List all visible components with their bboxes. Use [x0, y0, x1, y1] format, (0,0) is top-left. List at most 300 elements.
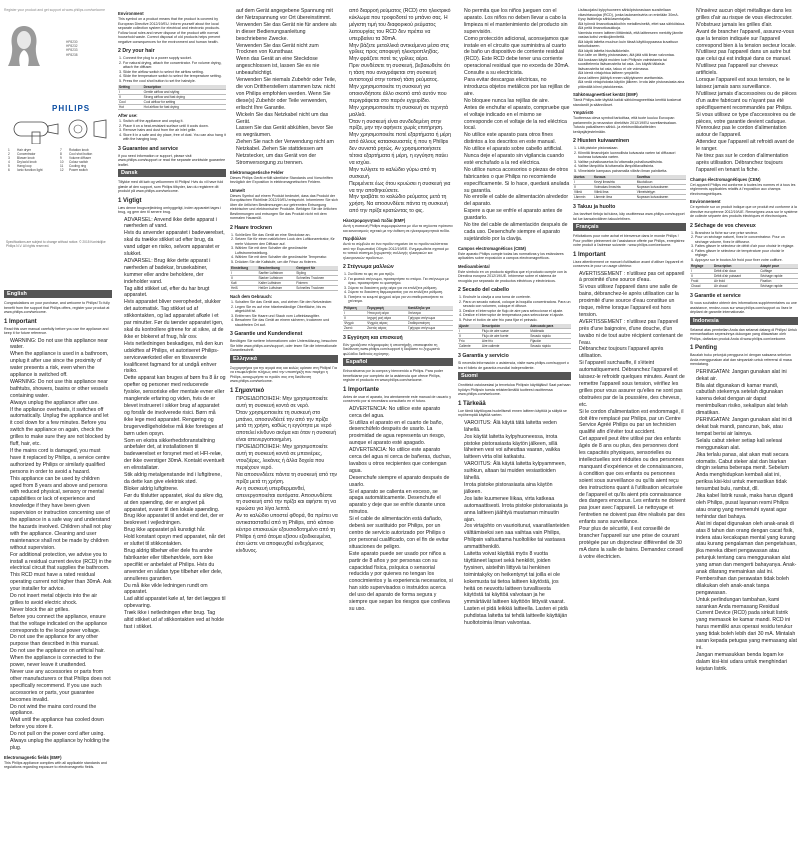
table-row: Hot Hot airflow for fast drying: [118, 105, 226, 110]
list-item: • Μην τυλίγετε το καλώδιο γύρω από τη συσκευή.: [349, 167, 453, 181]
model-number: HP8233: [66, 48, 78, 53]
list-item: • N'utilisez jamais d'accessoires ou de pièces d'un autre fabricant ou n'ayant pas été spécifiquement recommandés par Philips. Si vous utilisez ce type d'accessoires ou de pièces, votre garantie devient caduque.: [696, 91, 798, 126]
section-text: Εάν χρειάζεστε πληροφορίες ή υποστήριξη, επισκεφτείτε τη διεύθυνση www.philips.com/support ή διαβάστε το ξεχωριστό φυλλάδιο διεθνούς εγγύησης.: [343, 342, 440, 356]
section-text: Antes de usar el aparato, lea atentamente este manual de usuario y consérvelo por si necesitara consultarlo en el futuro.: [343, 394, 452, 404]
step-list: [690, 231, 798, 263]
language-header: Suomi: [458, 372, 571, 380]
section-text: Αυτή η συσκευή Philips συμμορφώνεται με όλα τα ισχύοντα πρότυπα και κανονισμούς σχετικά με την έκθεση σε ηλεκτρομαγνητικά πεδία.: [343, 224, 453, 233]
list-item: • Attendez que l'appareil ait refroidi avant de le ranger.: [696, 139, 798, 153]
list-item: • Før du tilslutter apparatet, skal du sikre dig, at den spænding, der er angivet på apparatet, svarer til den lokale spænding.: [124, 493, 226, 514]
list-item: • Nunca deje el aparato sin vigilancia cuando esté enchufado a la red eléctrica.: [464, 153, 571, 167]
list-item: • Lad altid apparatet køle af, før det lægges til opbevaring.: [124, 596, 226, 610]
list-item: • Træk ikke i netledningen efter brug. Tag altid stikket ud af stikkontakten ved at holde fast i stikket.: [124, 610, 226, 631]
intro-text: Onnittelut ostoksestasi ja tervetuloa Philipsin käyttäjäksi! Saat parhaan hyödyn Philipsin tuesta rekisteröimällä tuotteesi osoitteessa www.philips.com/welcome.: [458, 383, 571, 397]
list-item: • Jangan memasukkan benda logam ke dalam kisi-kisi udara untuk menghindari kejutan listrik.: [696, 652, 798, 673]
list-item: • Espere a que se enfríe el aparato antes de guardarlo.: [464, 208, 571, 222]
table-row: Frío Aire frío Fijación: [458, 339, 571, 344]
list-item: • Cet appareil peut être utilisé par des enfants âgés de 8 ans ou plus, des personnes dont les capacités physiques, sensorielles ou intellectuelles sont réduites ou des personnes manquant d'expérience et de connaissances, à condition que ces enfants ou personnes soient sous surveillance ou qu'ils aient reçu des instructions quant à l'utilisation sécurisée de l'appareil et qu'ils aient pris connaissance des dangers encourus. Les enfants ne doivent pas jouer avec l'appareil. Le nettoyage et l'entretien ne doivent pas être réalisés par des enfants sans surveillance.: [579, 436, 686, 526]
settings-table: Réglage Description Adapté pour I Débit d'air doux Coiffage II Débit d'air puissant Séchage rapide Froid Air froid Fixation Chaud Air chaud Séchage rapide: [690, 264, 798, 289]
list-item: 1. Συνδέστε το φις σε μια πρίζα.: [348, 272, 453, 277]
list-item: • Jos virtajohto on vaurioitunut, vaaratilanteiden välttämiseksi sen saa vaihtaa vain Philips, Philipsin valtuuttama huoltoliike tai vastaava ammattihenkilö.: [464, 523, 571, 551]
list-item: • No bloquee nunca las rejillas de aire.: [464, 98, 571, 105]
list-item: • Always unplug the appliance after use.: [10, 400, 112, 407]
list-item: • από διαρροή ρεύματος (RCD) στο ηλεκτρικό κύκλωμα που τροφοδοτεί το μπάνιο σας. Η μέγιστη τιμή του διαφορικού ρεύματος λειτουργίας του RCD δεν πρέπει να υπερβαίνει τα 30mA.: [349, 8, 453, 43]
language-header: Ελληνικά: [230, 355, 338, 363]
list-item: 4. Bewahren Sie das Gerät an einem sicheren, trockenen und staubfreien Ort auf.: [235, 318, 338, 327]
list-item: • PERINGATAN: Jangan gunakan alat ini dekat air.: [696, 369, 798, 383]
list-item: 1. Liitä pistoke pistorasiaan.: [578, 146, 686, 151]
list-item: • Hvis du anvender apparatet i badeværelset, skal du trække stikket ud efter brug, da vand udgør en risiko, selvom apparatet er slukket.: [124, 230, 226, 258]
list-item: • Μην χρησιμοποιείτε τη συσκευή σε τεχνητά μαλλιά.: [349, 105, 453, 119]
list-item: • Do not use the appliance for any other purpose than described in this manual.: [10, 634, 112, 648]
table-row: II Flujo de aire fuerte Secado rápido: [458, 334, 571, 339]
list-item: • Do not pull on the power cord after using. Always unplug the appliance by holding the plug.: [10, 731, 112, 752]
list-item: • Este aparato puede ser usado por niños a partir de 8 años y por personas con su capacidad física, psíquica o sensorial reducida y por quienes no tengan los conocimientos y la experiencia necesarios, si han sido supervisados o instruidos acerca del uso del aparato de forma segura y siempre que sepan los riesgos que conlleva su uso.: [349, 551, 453, 613]
list-item: 2. Kiinnitä ilmanohjain luonnollista kuivausta varten tai diffuusori tuuheaa kuivausta varten.: [578, 151, 686, 160]
list-item: • Verwenden Sie niemals Zubehör oder Teile, die von Drittherstellern stammen bzw. nicht von Philips empfohlen werden. Wenn Sie diese(s) Zubehör oder Teile verwenden, erlischt Ihre Garantie.: [236, 77, 338, 112]
section-title: 3 Garantie et service: [690, 293, 741, 300]
list-item: • When the appliance is connected to the power, never leave it unattended.: [10, 655, 112, 669]
section-title: 3 Takuu ja huolto: [573, 204, 616, 210]
list-item: 1. Branchez la fiche sur une prise secteur.: [695, 231, 798, 236]
list-item: • Lorsque l'appareil est sous tension, ne le laissez jamais sans surveillance.: [696, 77, 798, 91]
section-title: Environnement: [690, 199, 721, 205]
list-item: 1. Connect the plug to a power supply socket.: [123, 56, 226, 61]
list-item: • If the mains cord is damaged, you must have it replaced by Philips, a service centre authorized by Philips or similarly qualified persons in order to avoid a hazard.: [10, 448, 112, 476]
list-item: 4. Deslice el interruptor de temperatura para seleccionar el ajuste.: [463, 313, 571, 318]
warning-list: [458, 8, 571, 243]
list-item: • Si le cordon d'alimentation est endommagé, il doit être remplacé par Philips, par un Centre Service Agréé Philips ou par un technicien qualifié afin d'éviter tout accident.: [579, 409, 686, 437]
list-item: • No permita que los niños jueguen con el aparato. Los niños no deben llevar a cabo la limpieza ni el mantenimiento del producto sin supervisión.: [464, 8, 571, 36]
settings-table: Setting Description I Gentle airflow and styling II Strong airflow and fast drying Cool Cool airflow for setting Hot Hot airflow for fast drying: [118, 85, 226, 110]
section-title: 1 Important: [573, 251, 606, 258]
list-item: • Never use any accessories or parts from other manufacturers or that Philips does not specifically recommend. If you use such accessories or parts, your guarantee becomes invalid.: [10, 669, 112, 704]
intro-text: Félicitations pour votre achat et bienvenue dans le monde Philips ! Pour profiter pleinement de l'assistance offerte par Philips, enregistrez votre produit à l'adresse suivante : www.philips.com/welcome.: [573, 234, 685, 247]
list-item: • No enrolle el cable de alimentación alrededor del aparato.: [464, 194, 571, 208]
list-item: • Μην χρησιμοποιείτε ποτέ εξαρτήματα ή μέρη από άλλους κατασκευαστές ή που η Philips δεν συνιστά ρητώς. Αν χρησιμοποιήσετε τέτοια εξαρτήματα ή μέρη, η εγγύηση παύει να ισχύει.: [349, 132, 453, 167]
section-title: Elektromagnetische Felder: [230, 169, 284, 175]
list-item: • Débranchez toujours l'appareil après utilisation.: [579, 346, 686, 360]
section-title: Ηλεκτρομαγνητικά πεδία (EMF): [343, 218, 406, 224]
list-item: • Kun laite on liitetty pistorasiaan, älä jätä sitä ilman valvontaa.: [578, 53, 686, 58]
table-row: I Kevyt ilmavirta Muotoiluun: [573, 180, 686, 185]
warning-list: [573, 8, 686, 89]
warning-list: [4, 338, 112, 752]
list-item: • Irrota pistoke pistorasiasta aina käytön jälkeen.: [464, 482, 571, 496]
section-text: Cet appareil Philips est conforme à toutes les normes et à tous les règlements applicables relatifs à l'exposition aux champs électromagnétiques.: [690, 182, 796, 196]
list-item: 5. Πατήστε το κουμπί ψυχρού αέρα για να σταθεροποιήσετε το χτένισμα.: [348, 295, 453, 304]
list-item: 2. Pour un séchage naturel, fixez le concentrateur. Pour un séchage volume, fixez le diffuseur.: [695, 235, 798, 244]
section-text: Bacalah buku petunjuk pengguna ini dengan saksama sebelum Anda menggunakan alat dan simpanlah untuk referensi di masa mendatang.: [690, 353, 792, 367]
list-item: 1. Schließen Sie das Gerät an eine Steckdose an.: [235, 233, 338, 238]
model-number: HP8238: [66, 52, 78, 57]
list-item: 5. Viimeistele kampaus painamalla viileän ilman painiketta.: [578, 169, 686, 174]
table-row: I Flujo de aire suave Moldeado: [458, 329, 571, 334]
list-item: • Älä käytä laitetta muuhun kuin tässä käyttöoppaassa kuvattuun tarkoitukseen.: [578, 40, 686, 49]
section-title: 1 Σημαντικό: [230, 387, 265, 394]
list-item: • Bloker aldrig luftgitrene.: [124, 486, 226, 493]
list-item: • Lisäsuojaksi kylpyhuoneen sähköpistorasiaan suositellaan vikavirtasuojaa (RCD), jonka laukeamisvirta on enintään 30mA. Kysy lisätietoja sähköasentajalta.: [578, 8, 686, 22]
list-item: 4. Faites glisser le sélecteur de température pour choisir le réglage.: [695, 249, 798, 258]
list-item: • N'obstruez jamais les grilles d'air.: [696, 22, 798, 29]
list-item: • Älä vedä virtajohdosta käytön jälkeen. Irrota laite pistorasiasta aina pitämällä kiinni pistokkeesta.: [578, 80, 686, 89]
section-title: 1 Importante: [343, 386, 380, 393]
list-item: 3. Wählen Sie mit dem Schalter die gewünschte Luftstromeinstellung.: [235, 246, 338, 255]
list-item: • Verwenden Sie das Gerät nie für andere als in dieser Bedienungsanleitung beschriebene Zwecke.: [236, 22, 338, 43]
section-text: If you need information or support, please visit www.philips.com/support or read the separate worldwide guarantee leaflet.: [118, 153, 226, 167]
list-item: • Alat ini dapat digunakan oleh anak-anak di atas 8 tahun dan orang dengan cacat fisik, indera atau kecakapan mental yang kurang atau kurang pengalaman dan pengetahuan, jika mereka diberi pengawasan atau petunjuk tentang cara menggunakan alat yang aman dan mengerti bahayanya. Anak-anak dilarang memainkan alat ini. Pembersihan dan perawatan tidak boleh dilakukan oleh anak-anak tanpa pengawasan.: [696, 521, 798, 597]
table-row: Kalt Kalter Luftstrom Fixieren: [230, 281, 338, 286]
list-item: 3. Slide the airflow switch to select the airflow setting.: [123, 70, 226, 75]
intro-text: Συγχαρητήρια για την αγορά σας και καλώς ορίσατε στη Philips! Για να επωφεληθείτε πλήρως από την υποστήριξη που παρέχει η Philips, καταχωρήστε το προϊόν σας στη διεύθυνση www.philips.com/welcome.: [230, 365, 337, 384]
step-list: [458, 295, 571, 322]
section-title: Electromagnetic fields (EMF): [4, 754, 62, 760]
list-item: 5. Appuyez sur le bouton Air froid pour fixer votre coiffure.: [695, 258, 798, 263]
list-item: • ADVARSEL: Anvend ikke dette apparat i nærheden af vand.: [124, 217, 226, 231]
list-item: • Stik aldrig metalgenstande ind i luftgitrene, da dette kan give elektrisk stød.: [124, 472, 226, 486]
list-item: 5. Drücken Sie die Kaltstufe, um die Frisur zu fixieren.: [235, 260, 338, 265]
list-item: • Desenchufe siempre el aparato después de usarlo.: [349, 475, 453, 489]
list-item: • Do not insert metal objects into the air grilles to avoid electric shock.: [10, 593, 112, 607]
table-row: I Ήπια ροή αέρα Χτένισμα: [343, 310, 453, 315]
list-item: • ADVERTENCIA: No utilice este aparato cerca del agua.: [349, 406, 453, 420]
list-item: • Dette apparat kan bruges af børn fra 8 år og opefter og personer med reducerede fysiske, sensoriske eller mentale evner eller manglende erfaring og viden, hvis de er blevet instrueret i sikker brug af apparatet og forstår de involverede risici. Børn må ikke lege med apparatet. Rengøring og brugervedligeholdelse må ikke foretages af børn uden opsyn.: [124, 375, 226, 437]
list-item: • Tag altid stikket ud, efter du har brugt apparatet.: [124, 286, 226, 300]
list-item: • When the appliance is used in a bathroom, unplug it after use since the proximity of water presents a risk, even when the appliance is switched off.: [10, 351, 112, 379]
section-text: Lisez attentivement ce manuel d'utilisation avant d'utiliser l'appareil et conservez-le pour un usage ultérieur.: [573, 259, 684, 268]
intro-text: Enhorabuena por la compra y bienvenido a Philips. Para poder beneficiarse por completo de la asistencia que ofrece Philips, registre el producto en www.philips.com/welcome.: [343, 369, 444, 383]
list-item: • WARNING: Do not use this appliance near water.: [10, 338, 112, 352]
column-spanish-finnish: [458, 8, 571, 846]
list-item: • Αν η συσκευή υπερθερμανθεί, απενεργοποιείται αυτόματα. Αποσυνδέστε τη συσκευή από την πρίζα και αφήστε τη να κρυώσει για λίγα λεπτά.: [236, 486, 338, 514]
list-item: • If the appliance overheats, it switches off automatically. Unplug the appliance and let it cool down for a few minutes. Before you switch the appliance on again, check the grilles to make sure they are not blocked by fluff, hair, etc.: [10, 407, 112, 448]
list-item: • Hold konstant opsyn med apparatet, når det er sluttet til stikkontakten.: [124, 534, 226, 548]
product-diagram-icon: [8, 116, 110, 144]
list-item: 4. Wählen Sie mit dem Schalter die gewünschte Temperatur.: [235, 255, 338, 260]
list-item: • N'enroulez pas le cordon d'alimentation autour de l'appareil.: [696, 125, 798, 139]
language-header: Français: [573, 223, 686, 231]
list-item: • Όταν χρησιμοποιείτε τη συσκευή στο μπάνιο, αποσυνδέετέ την από την πρίζα μετά τη χρήση, καθώς η εγγύτητα με νερό αποτελεί κίνδυνο ακόμα και όταν η συσκευή είναι απενεργοποιημένη.: [236, 410, 338, 445]
step-list: [118, 56, 226, 83]
list-item: • Πριν συνδέσετε τη συσκευή, βεβαιωθείτε ότι η τάση που αναγράφεται στη συσκευή αντιστοιχεί στην τοπική τάση ρεύματος.: [349, 63, 453, 84]
list-item: • Hvis netledningen beskadiges, må den kun udskiftes af Philips, et autoriseret Philips-serviceværksted eller en tilsvarende kvalificeret fagmand for at undgå enhver risiko.: [124, 341, 226, 376]
section-text: Dieses Philips Gerät erfüllt sämtliche Standards und Vorschriften bezüglich der Exposition in elektromagnetischen Feldern.: [230, 175, 333, 185]
section-text: Este aparato Philips cumple todas las normativas y los estándares aplicables sobre exposición a campos electromagnéticos.: [458, 251, 564, 261]
section-title: 1 Tärkeää: [458, 400, 486, 407]
list-item: • Antes de enchufar el aparato, compruebe que el voltaje indicado en el mismo se corresponde con el voltaje de la red eléctrica local.: [464, 105, 571, 133]
model-number: HP8230: [66, 40, 78, 44]
table-row: Heiß Heißer Luftstrom Schnelles Trocknen: [230, 286, 338, 291]
list-item: 4. Slide the temperature switch to select the temperature setting.: [123, 74, 226, 79]
table-row: Cool Cool airflow for setting: [118, 100, 226, 105]
settings-table: Asetus Kuvaus Soveltuu I Kevyt ilmavirta Muotoiluun II Voimakas ilmavirta Nopeaan kuivaukseen Viileä Viileä ilma Viimeistelyyn Lämmin Lämmin ilma Nopeaan kuivaukseen: [573, 175, 686, 200]
section-title: 2 Haare trocknen: [230, 224, 273, 231]
cover: [4, 8, 112, 288]
list-item: • Älä käytä laitetta hiuslisäkkeisiin.: [578, 49, 686, 54]
list-item: • Do not use the appliance on artificial hair.: [10, 648, 112, 655]
warning-list: [343, 8, 453, 215]
language-header: Indonesia: [690, 317, 798, 325]
list-item: 4. Store it in a safe and dry place, free of dust. You can also hang it with the hanging loop.: [123, 133, 226, 142]
list-item: • Αν το καλώδιο υποστεί φθορά, θα πρέπει να αντικατασταθεί από τη Philips, από κάποιο κέντρο επισκευών εξουσιοδοτημένο από τη Philips ή από άτομα εξίσου εξειδικευμένα, έτσι ώστε να αποφευχθεί ενδεχόμενος κίνδυνος.: [236, 513, 338, 554]
list-item: 1. Switch off the appliance and unplug it.: [123, 119, 226, 124]
section-text: Αυτό το σύμβολο σε ένα προϊόν σημαίνει ότι το προϊόν καλύπτεται από την Ευρωπαϊκή Οδηγία 2012/19/ΕΕ. Ενημερωθείτε σχετικά με το τοπικό σύστημα ξεχωριστής συλλογής ηλεκτρικών και ηλεκτρονικών προϊόντων.: [343, 242, 449, 260]
list-item: 3. Valitse puhallusasetus liu'uttamalla puhallusvalitsinta.: [578, 160, 686, 165]
section-title: 2 Secado del cabello: [458, 287, 510, 294]
list-item: • Never block the air grilles.: [10, 607, 112, 614]
list-item: • Verwenden Sie das Gerät nicht zum Trocknen von Kunsthaar.: [236, 43, 338, 57]
section-text: Read this user manual carefully before you use the appliance and keep it for future reference.: [4, 326, 109, 335]
list-item: 2. Για φυσικό στέγνωμα, προσαρτήστε το στόμιο. Για στέγνωμα με όγκο, προσαρτήστε το φυσητήρα.: [348, 277, 453, 286]
intro-text: Tillykke med dit køb og velkommen til Philips! Hvis du vil have fuld glæde af den support, som Philips tilbyder, kan du registrere dit produkt på www.philips.com/welcome.: [118, 180, 224, 193]
table-row: II Strong airflow and fast drying: [118, 95, 226, 100]
list-item: • VAROITUS: Älä käytä laitetta kylpyammeen, suihkun, altaan tai muiden vesiastioiden lähellä.: [464, 461, 571, 482]
list-item: • Laitetta voivat käyttää myös 8 vuotta täyttäneet lapset sekä henkilöt, joiden fyysinen, aisteihin liittyvä tai henkinen toimintakyky on heikentynyt tai joilla ei ole kokemusta tai tietoa laitteen käytöstä, jos heitä on neuvottu laitteen turvallisesta käytöstä tai käyttöä valvotaan ja he ymmärtävät laitteen käyttöön liittyvät vaarat. Lasten ei pidä leikkiä laitteella. Lasten ei pidä puhdistaa laitetta tai tehdä laitteelle käyttäjän huoltotoimia ilman valvontaa.: [464, 551, 571, 627]
list-item: • Varmista ennen laitteen liittämistä, että laitteeseen merkitty jännite vastaa kotisi verkkojännitettä.: [578, 31, 686, 40]
list-item: • Περιμένετε έως ότου κρυώσει η συσκευή για να την αποθηκεύσετε.: [349, 181, 453, 195]
list-item: • Brug ikke apparatet til andet end det, der er beskrevet i vejledningen.: [124, 513, 226, 527]
section-title: 3 Garantía y servicio: [458, 353, 509, 360]
list-item: • Wait until the appliance has cooled down before you store it.: [10, 717, 112, 731]
list-item: • Como protección adicional, aconsejamos que instale en el circuito que suministra al cuarto de baño un dispositivo de corriente residual (RCD). Este RCD debe tener una corriente operacional residual que no exceda de 30mA. Consulte a su electricista.: [464, 36, 571, 77]
list-item: • Si vous utilisez l'appareil dans une salle de bains, débranchez-le après utilisation car la proximité d'une source d'eau constitue un risque, même lorsque l'appareil est hors tension.: [579, 284, 686, 319]
list-item: • Älä kierrä virtajohtoa laitteen ympärille.: [578, 71, 686, 76]
table-row: II Ισχυρή ροή αέρα Γρήγορο στέγνωμα: [343, 315, 453, 320]
list-item: • Si l'appareil surchauffe, il s'éteint automatiquement. Débranchez l'appareil et laissez-le refroidir quelques minutes. Avant de remettre l'appareil sous tension, vérifiez les grilles pour vous assurer qu'elles ne sont pas obstruées par de la poussière, des cheveux, etc.: [579, 360, 686, 408]
list-item: • Älä työnnä ilmanottoaukkoihin metalliesineitä, ettet saa sähköiskua.: [578, 22, 686, 27]
list-item: • Lassen Sie das Gerät abkühlen, bevor Sie es wegräumen.: [236, 125, 338, 139]
warning-list: [573, 271, 686, 561]
settings-table: Einstellung Beschreibung Geeignet für I Sanfter Luftstrom Styling II Starker Luftstrom Schnelles Trocknen Kalt Kalter Luftstrom Fixieren Heiß Heißer Luftstrom Schnelles Trocknen: [230, 266, 338, 291]
warning-list: [230, 396, 338, 555]
warning-list: [458, 420, 571, 627]
step-list: [230, 300, 338, 327]
section-title: After use:: [118, 113, 138, 118]
parts-legend: 1 Hair dryer 7 Rotation knob 2 Concentrator 8 Cool shot button 3 Blower knob 9 Volume diffuser 4 Dry/cold knob 10 Colour switch 5 Hang loop 11 Cooling ring 6 Ionic function light 12 Power switch: [8, 148, 93, 173]
list-item: • Jos käytät laitetta kylpyhuoneessa, irrota pistoke pistorasiasta käytön jälkeen, sillä läheinen vesi voi aiheuttaa vaaran, vaikka laitteen virta olisi katkaistu.: [464, 434, 571, 462]
list-item: 1. Enchufe la clavija a una toma de corriente.: [463, 295, 571, 300]
list-item: • No tire del cable de alimentación después de cada uso. Desenchufe siempre el aparato sujetándolo por la clavija.: [464, 222, 571, 243]
list-item: • Som en ekstra sikkerhedsforanstaltning anbefaler det, at installationen til badeværelset er forsynet med et HFI-relæ, der ikke overstiger 30mA. Kontakt eventuelt en elinstallatør.: [124, 438, 226, 473]
table-row: Viileä Viileä ilma Viimeistelyyn: [573, 190, 686, 195]
warning-list: [118, 217, 226, 631]
cover-footer: Specifications are subject to change without notice. © 2015 Koninklijke Philips N.V. All rights reserved.: [6, 240, 106, 248]
warning-list: [343, 406, 453, 613]
list-item: • Anna laitteen jäähtyä ennen säilytykseen asettamista.: [578, 76, 686, 81]
list-item: • Brug ikke apparatet på kunstigt hår.: [124, 527, 226, 534]
list-item: 3. Σύρετε το διακόπτη ροής αέρα για να επιλέξετε ρύθμιση.: [348, 286, 453, 291]
list-item: • Selalu cabut steker setiap kali selesai menggunakan alat.: [696, 438, 798, 452]
section-title: Ympäristö: [573, 110, 594, 115]
section-title: 2 Dry your hair: [118, 48, 155, 54]
language-header: Español: [343, 358, 453, 366]
list-item: • WARNING: Do not use this appliance near bathtubs, showers, basins or other vessels containing water.: [10, 379, 112, 400]
list-item: 2. Para un secado natural, coloque la boquilla concentradora. Para un secado con volumen, coloque el difusor.: [463, 300, 571, 309]
list-item: 3. Entfernen Sie Haare und Staub vom Lufteinlassgitter.: [235, 314, 338, 319]
section-title: Περιβάλλον: [343, 236, 367, 242]
table-row: Ζεστό Ζεστός αέρας Γρήγορο στέγνωμα: [343, 325, 453, 330]
section-text: This symbol on a product means that the product is covered by European Directive 2012/19/EU. Inform yourself about the local separate collection system for electrical and electronic products. Follow local rules and never dispose of the product with normal household waste. Correct disposal of old products helps prevent negative consequences for the environment and human health.: [118, 17, 221, 44]
list-item: • Μην βάζετε μεταλλικά αντικείμενα μέσα στις γρίλιες προς αποφυγή ηλεκτροπληξίας.: [349, 43, 453, 57]
section-title: Nach dem Gebrauch:: [230, 294, 273, 300]
table-row: Froid Air froid Fixation: [690, 279, 798, 284]
list-item: 3. Deslice el interruptor de flujo de aire para seleccionar el ajuste.: [463, 309, 571, 314]
section-title: Umwelt: [230, 187, 245, 193]
section-text: Este símbolo en un producto significa que el producto cumple con la Directiva europea 2012/19/UE. Infórmese sobre el sistema de recogida por separado de productos eléctricos y electrónicos.: [458, 269, 567, 283]
section-title: Medioambiental: [458, 263, 490, 269]
list-item: 4. Σύρετε το διακόπτη θερμοκρασίας για να επιλέξετε ρύθμιση.: [348, 290, 453, 295]
list-item: 4. Valitse lämpötila liu'uttamalla lämpötilavalitsinta.: [578, 164, 686, 169]
section-title: 2 Στέγνωμα μαλλιών: [343, 264, 394, 271]
list-item: • N'utilisez pas l'appareil sur cheveux artificiels.: [696, 63, 798, 77]
list-item: • Untuk perlindungan tambahan, kami sarankan Anda memasang Residual Current Device (RCD) pada sirkuit listrik yang memasok ke kamar mandi. RCD ini harus memiliki arus operasi residu terukur yang tidak boleh lebih dari 30 mA. Mintalah saran kepada petugas yang memasang alat ini.: [696, 597, 798, 652]
list-item: • Wenn das Gerät an eine Steckdose angeschlossen ist, lassen Sie es nie unbeaufsichtigt.: [236, 56, 338, 77]
section-title: 2 Séchage de vos cheveux: [690, 222, 756, 229]
section-title: 3 Garantie und Kundendienst: [230, 331, 303, 338]
column-english: [4, 8, 112, 846]
step-list: [343, 272, 453, 304]
list-item: • No utilice este aparato para otros fines distintos a los descritos en este manual.: [464, 132, 571, 146]
list-item: • Hvis apparatet bliver overophedet, slukker det automatisk. Tag stikket ud af stikkontakten, og lad apparatet afkøle i et par minutter. Før du tænder apparatet igen, skal du kontrollere gitrene for at sikre, at de ikke er blokeret af fnug, hår osv.: [124, 299, 226, 340]
list-item: • Μην τραβάτε το καλώδιο ρεύματος μετά τη χρήση. Να αποσυνδέετε πάντα τη συσκευή από την πρίζα κρατώντας το φις.: [349, 194, 453, 215]
list-item: • VAROITUS: Älä käytä tätä laitetta veden lähellä.: [464, 420, 571, 434]
list-item: • Si el cable de alimentación está dañado, deberá ser sustituido por Philips, por un centro de servicio autorizado por Philips o por personal cualificado, con el fin de evitar situaciones de peligro.: [349, 516, 453, 551]
section-text: Benötigen Sie weitere Informationen oder Unterstützung, besuchen Sie bitte www.philips.com/support, oder lesen Sie die internationale Garantieschrift.: [230, 339, 338, 353]
table-row: I Sanfter Luftstrom Styling: [230, 271, 338, 276]
warning-list: [690, 369, 798, 673]
list-item: 3. Remove hairs and dust from the air inlet grille.: [123, 128, 226, 133]
section-title: 1 Vigtigt: [118, 197, 142, 204]
list-item: • Avant de brancher l'appareil, assurez-vous que la tension indiquée sur l'appareil correspond bien à la tension secteur locale.: [696, 29, 798, 50]
list-item: • Jika terlalu panas, alat akan mati secara otomatis. Cabut steker alat dan biarkan dingin selama beberapa menit. Sebelum Anda menghidupkan kembali alat ini, periksa kisi-kisi untuk memastikan tidak tersumbat bulu, rambut, dll.: [696, 452, 798, 493]
list-item: • N'utilisez pas l'appareil dans un autre but que celui qui est indiqué dans ce manuel.: [696, 49, 798, 63]
cover-header: Register your product and get support at www.philips.com/welcome: [4, 8, 106, 12]
brand-logo: PHILIPS: [52, 104, 91, 113]
list-item: • Du må ikke vikle ledningen rundt om apparatet.: [124, 583, 226, 597]
section-title: Campos electromagnéticos (CEM): [458, 245, 526, 251]
table-row: II Starker Luftstrom Schnelles Trocknen: [230, 276, 338, 281]
list-item: • Älä koskaan käytä muiden kuin Philipsin valmistamia tai suosittelemia lisävarusteita tai osia. Jos käytät tällaisia lisävarusteita tai osia, takuu ei ole voimassa.: [578, 58, 686, 72]
table-row: I Gentle airflow and styling: [118, 90, 226, 95]
table-row: Ψυχρό Ψυχρός αέρας Σταθεροποίηση: [343, 320, 453, 325]
section-text: Si necesita información o asistencia, visite www.philips.com/support o lea el folleto de garantía mundial independiente.: [458, 361, 569, 370]
language-header: Dansk: [118, 169, 226, 177]
list-item: • ΠΡΟΕΙΔΟΠΟΙΗΣΗ: Μην χρησιμοποιείτε αυτή τη συσκευή κοντά σε μπανιέρες, ντουζιέρες, λεκάνες ή άλλα δοχεία που περιέχουν νερό.: [236, 444, 338, 472]
intro-text: Selamat atas pembelian Anda dan selamat datang di Philips! Untuk memanfaatkan sepenuhnya dukungan yang ditawarkan oleh Philips, daftarkan produk Anda di www.philips.com/welcome.: [690, 327, 798, 341]
section-title: Sähkömagneettiset kentät (EMF): [573, 92, 638, 97]
list-item: • Μην χρησιμοποιείτε τη συσκευή για οποιονδήποτε άλλο σκοπό από αυτόν που περιγράφεται στο παρόν εγχειρίδιο.: [349, 84, 453, 105]
list-item: • AVERTISSEMENT : n'utilisez pas l'appareil près d'une baignoire, d'une douche, d'un lavabo ni de tout autre récipient contenant de l'eau.: [579, 319, 686, 347]
table-row: Chaud Air chaud Séchage rapide: [690, 284, 798, 289]
table-row: Caliente Aire caliente Secado rápido: [458, 344, 571, 349]
list-item: • Brug aldrig tilbehør eller dele fra andre fabrikanter eller tilbehør/dele, som ikke specifikt er anbefalet af Philips. Hvis du anvender en sådan type tilbehør eller dele, annulleres garantien.: [124, 548, 226, 583]
list-item: • No utilice nunca accesorios o piezas de otros fabricantes o que Philips no recomiende específicamente. Si lo hace, quedará anulada su garantía.: [464, 167, 571, 195]
warning-list: [230, 8, 338, 167]
list-item: • Pour plus de sécurité, il est conseillé de brancher l'appareil sur une prise de courant protégée par un disjoncteur différentiel de 30 mA dans la salle de bains. Demandez conseil à votre électricien.: [579, 526, 686, 561]
section-text: This Philips appliance complies with all applicable standards and regulations regarding exposure to electromagnetic fields.: [4, 760, 107, 770]
settings-table: Ajuste Descripción Adecuado para I Flujo de aire suave Moldeado II Flujo de aire fuerte Secado rápido Frío Aire frío Fijación Caliente Aire caliente Secado rápido: [458, 324, 571, 349]
section-text: Si vous souhaitez obtenir des informations supplémentaires ou une assistance, rendez-vous sur www.philips.com/support ou lisez le dépliant de garantie internationale.: [690, 301, 797, 315]
section-title: 1 Important: [4, 318, 37, 325]
list-item: • auf dem Gerät angegebene Spannung mit der Netzspannung vor Ort übereinstimmt.: [236, 8, 338, 22]
list-item: • ADVERTENCIA: No utilice este aparato cerca del agua ni cerca de bañeras, duchas, lavabos u otros recipientes que contengan agua.: [349, 447, 453, 475]
section-title: 1 Penting: [690, 345, 718, 352]
step-list: [573, 146, 686, 173]
section-title: 3 Guarantee and service: [118, 145, 178, 152]
list-item: • Bila alat digunakan di kamar mandi, cabutlah stekernya setelah digunakan karena dekat dengan air dapat menimbulkan risiko, sekalipun alat telah dimatikan.: [696, 383, 798, 418]
list-item: • Όταν η συσκευή είναι συνδεδεμένη στην πρίζα, μην την αφήνετε χωρίς επιτήρηση.: [349, 119, 453, 133]
list-item: 2. Setzen Sie für einen natürlichen Look den Luftkonzentrator, für mehr Volumen den Diffusor auf.: [235, 237, 338, 246]
list-item: 5. Press the cool shot button to set the hairstyle.: [123, 79, 226, 84]
list-item: • PERINGATAN: Jangan gunakan alat ini di dekat bak mandi, pancuran, bak, atau tempat berisi air lainnya.: [696, 417, 798, 438]
list-item: • N'insérez aucun objet métallique dans les grilles d'air au risque de vous électrocuter.: [696, 8, 798, 22]
section-title: Champs électromagnétiques (CEM): [690, 176, 761, 182]
list-item: • Jika kabel listrik rusak, maka harus diganti oleh Philips, pusat layanan resmi Philips atau orang yang memenuhi syarat agar terhindar dari bahaya.: [696, 493, 798, 521]
table-row: II Débit d'air puissant Séchage rapide: [690, 274, 798, 279]
section-text: Lue tämä käyttöopas huolellisesti ennen laitteen käyttöä ja säilytä se myöhempää käyttöä varten.: [458, 408, 567, 418]
list-item: • Μην φράζετε ποτέ τις γρίλιες αέρα.: [349, 56, 453, 63]
model-list: [66, 40, 78, 57]
list-item: 2. Place it on a heat-resistant surface until it cools down.: [123, 124, 226, 129]
list-item: • Älä peitä ilmanottoaukkoja.: [578, 26, 686, 31]
list-item: • For additional protection, we advise you to install a residual current device (RCD) in the electrical circuit that supplies the bathroom. This RCD must have a rated residual operating current not higher than 30mA. Ask your installer for advice.: [10, 552, 112, 593]
list-item: • Ziehen Sie nach der Verwendung nicht am Netzkabel. Ziehen Sie stattdessen am Netzstecker, um das Gerät von der Stromversorgung zu trennen.: [236, 139, 338, 167]
column-french-indonesian: [690, 8, 798, 846]
column-greek-spanish: [343, 8, 453, 846]
list-item: • AVERTISSEMENT : n'utilisez pas cet appareil à proximité d'une source d'eau.: [579, 271, 686, 285]
list-item: • This appliance can be used by children aged from 8 years and above and persons with reduced physical, sensory or mental capabilities or lack of experience and knowledge if they have been given supervision or instruction concerning use of the appliance in a safe way and understand the hazards involved. Children shall not play with the appliance. Cleaning and user maintenance shall not be made by children without supervision.: [10, 476, 112, 552]
list-item: • ΠΡΟΕΙΔΟΠΟΙΗΣΗ: Μην χρησιμοποιείτε αυτή τη συσκευή κοντά σε νερό.: [236, 396, 338, 410]
settings-table: Ρύθμιση Περιγραφή Κατάλληλο για I Ήπια ροή αέρα Χτένισμα II Ισχυρή ροή αέρα Γρήγορο στέγνωμα Ψυχρό Ψυχρός αέρας Σταθεροποίηση Ζεστό Ζεστός αέρας Γρήγορο στέγνωμα: [343, 306, 453, 331]
list-item: • No utilice el aparato sobre cabello artificial.: [464, 146, 571, 153]
table-row: II Voimakas ilmavirta Nopeaan kuivaukseen: [573, 185, 686, 190]
step-list: [118, 119, 226, 142]
list-item: 5. Pulse el botón de aire frío para fijar el peinado.: [463, 318, 571, 323]
section-title: 2 Hiusten kuivaaminen: [573, 138, 630, 144]
list-item: • Si el aparato se calienta en exceso, se apaga automáticamente. Desenchufe el aparato y deje que se enfríe durante unos minutos.: [349, 489, 453, 517]
section-text: Tämä Philips-laite täyttää kaikki sähkömagneettisia kenttiä koskevat standardit ja säännökset.: [573, 98, 682, 107]
list-item: • Να αποσυνδέετε πάντα τη συσκευή από την πρίζα μετά τη χρήση.: [236, 472, 338, 486]
section-title: Environment: [118, 11, 144, 16]
list-item: • Do not wind the mains cord round the appliance.: [10, 704, 112, 718]
section-text: Læs denne brugsvejledning omhyggeligt, inden apparatet tages i brug, og gem den til senere brug.: [118, 205, 222, 214]
list-item: • ADVARSEL: Brug ikke dette apparat i nærheden af badekar, brusekabiner, kummer eller andre beholdere, der indeholder vand.: [124, 258, 226, 286]
warning-list: [690, 8, 798, 174]
language-header: English: [4, 290, 112, 298]
list-item: • Si utiliza el aparato en el cuarto de baño, desenchúfelo después de usarlo. La proximidad de agua representa un riesgo, aunque el aparato esté apagado.: [349, 420, 453, 448]
list-item: • Ne tirez pas sur le cordon d'alimentation après utilisation. Débranchez toujours l'appareil en tenant la fiche.: [696, 153, 798, 174]
list-item: • Before you connect the appliance, ensure that the voltage indicated on the appliance corresponds to the local power voltage.: [10, 614, 112, 635]
column-english-danish: [118, 8, 226, 846]
model-number: HP8232: [66, 44, 78, 49]
table-row: Lämmin Lämmin ilma Nopeaan kuivaukseen: [573, 195, 686, 200]
section-text: Tuotteessa oleva symboli tarkoittaa, että tuote kuuluu Euroopan parlamentin ja neuvoston direktiivin 2012/19/EU soveltamisalaan. Tutustu paikalliseen sähkö- ja elektroniikkalaitteiden keräysjärjestelmään.: [573, 116, 677, 134]
list-item: 1. Schalten Sie das Gerät aus, und ziehen Sie den Netzstecker.: [235, 300, 338, 305]
list-item: • Para evitar descargas eléctricas, no introduzca objetos metálicos por las rejillas de aire.: [464, 77, 571, 98]
section-text: Jos tarvitset tietoja tai tukea, käy osoitteessa www.philips.com/support tai lue kansainvälinen takuulehtinen.: [573, 212, 685, 221]
list-item: 2. For natural drying, attach the concentrator. For volume drying, attach the diffuser.: [123, 61, 226, 70]
list-item: • Wickeln Sie das Netzkabel nicht um das Gerät.: [236, 112, 338, 126]
table-row: I Débit d'air doux Coiffage: [690, 269, 798, 274]
column-german-greek: [230, 8, 338, 846]
section-title: 3 Εγγύηση και επισκευή: [343, 334, 403, 341]
list-item: • Jos laite kuumenee liikaa, virta katkeaa automaattisesti. Irrota pistoke pistorasiasta ja anna laitteen jäähtyä muutaman minuutin ajan.: [464, 496, 571, 524]
section-text: Ce symbole sur un produit indique que ce produit est conforme à la directive européenne 2012/19/UE. Renseignez-vous sur le système de collecte séparée des produits électriques et électroniques.: [690, 205, 798, 219]
list-item: 3. Faites glisser le sélecteur de débit d'air pour choisir le réglage.: [695, 244, 798, 249]
list-item: 2. Legen Sie es auf eine hitzebeständige Oberfläche, bis es abgekühlt ist.: [235, 305, 338, 314]
step-list: [230, 233, 338, 265]
section-text: Dieses Symbol auf einem Produkt bedeutet, dass das Produkt der Europäischen Richtlinie 2012/19/EU entspricht. Informieren Sie sich über die örtlichen Bestimmungen zur getrennten Entsorgung elektrischer und elektronischer Produkte. Befolgen Sie die örtlichen Bestimmungen und entsorgen Sie das Produkt nicht mit dem normalen Hausmüll.: [230, 193, 338, 221]
